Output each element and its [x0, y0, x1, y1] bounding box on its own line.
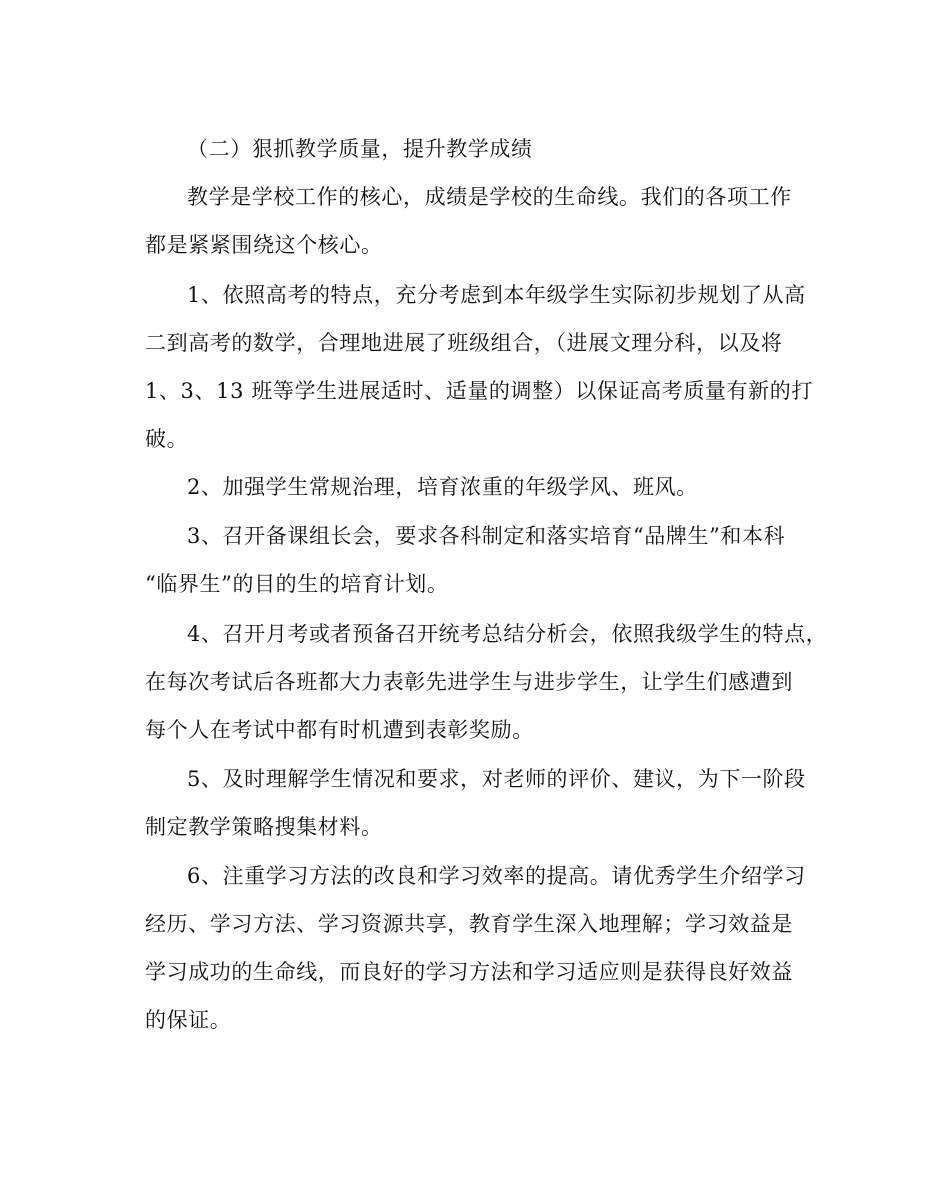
item5-line-2: 制定教学策略搜集材料。	[145, 815, 383, 839]
item1-line-3: 1、3、13 班等学生进展适时、适量的调整）以保证高考质量有新的打	[145, 379, 813, 403]
item3-line-2: “临界生”的目的生的培育计划。	[145, 572, 449, 596]
item6-line-3: 学习成功的生命线，而良好的学习方法和学习适应则是获得良好效益	[145, 960, 793, 984]
section-heading: （二）狠抓教学质量，提升教学成绩	[187, 137, 533, 161]
item3-line-1: 3、召开备课组长会，要求各科制定和落实培育“品牌生”和本科	[187, 524, 786, 548]
item5-line-1: 5、及时理解学生情况和要求，对老师的评价、建议，为下一阶段	[187, 767, 806, 791]
item4-line-1: 4、召开月考或者预备召开统考总结分析会，依照我级学生的特点，	[187, 622, 828, 646]
item2-line-1: 2、加强学生常规治理，培育浓重的年级学风、班风。	[187, 475, 698, 499]
item4-line-2: 在每次考试后各班都大力表彰先进学生与进步学生，让学生们感遭到	[145, 670, 793, 694]
item1-line-2: 二到高考的数学，合理地进展了班级组合，（进展文理分科，以及将	[145, 331, 783, 355]
item4-line-3: 每个人在考试中都有时机遭到表彰奖励。	[145, 718, 534, 742]
item6-line-1: 6、注重学习方法的改良和学习效率的提高。请优秀学生介绍学习	[187, 864, 806, 888]
intro-line-2: 都是紧紧围绕这个核心。	[145, 233, 383, 257]
item6-line-2: 经历、学习方法、学习资源共享，教育学生深入地理解；学习效益是	[145, 912, 793, 936]
item1-line-1: 1、依照高考的特点，充分考虑到本年级学生实际初步规划了从高	[187, 283, 806, 307]
item6-line-4: 的保证。	[145, 1008, 232, 1032]
intro-line-1: 教学是学校工作的核心，成绩是学校的生命线。我们的各项工作	[187, 185, 792, 209]
item1-line-4: 破。	[145, 427, 189, 451]
